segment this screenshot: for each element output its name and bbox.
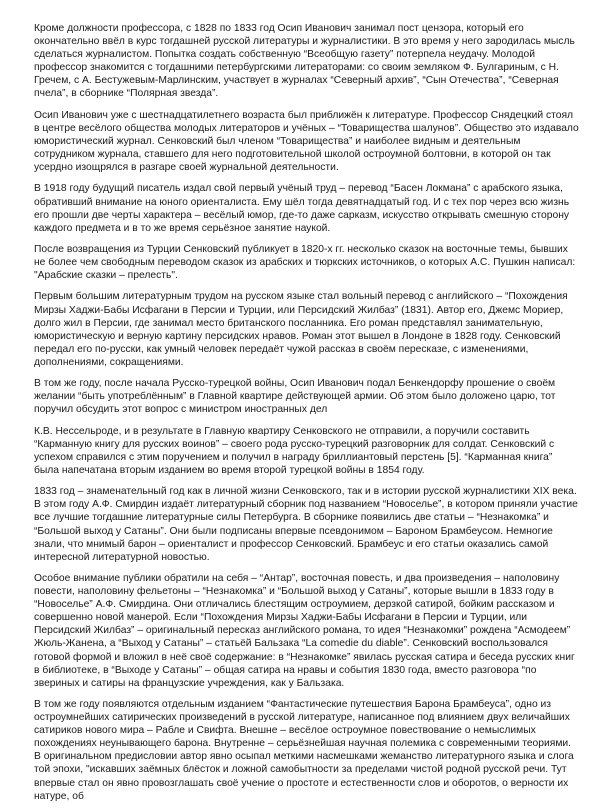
document-page (34, 22, 580, 811)
paragraph-8: 1833 год – знаменательный год как в личной жизни Сенковского, так и в истории русской журналистики XIX века. В этом году А.Ф. Смирдин издаёт литературный сборник под названием “Новоселье”, в котором приняли участие все лучшие тогдашние литературные силы Петербурга. В сборнике появились две статьи – “Незнакомка” и “Большой выход у Сатаны”. Они были подписаны впервые псевдонимом – Бароном Брамбеусом. Немногие знали, что мнимый барон – ориенталист и профессор Сенковский. Брамбеус и его статьи оказались самой интересной литературной новостью. (34, 486, 578, 563)
paragraph-4: После возвращения из Турции Сенковский публикует в 1820-х гг. несколько сказок на восточные темы, бывших не более чем свободным переводом сказок из арабских и тюркских источников, о которых А.С. Пушкин написал: "Арабские сказки – прелесть". (34, 243, 576, 282)
paragraph-9: Особое внимание публики обратили на себя – “Антар”, восточная повесть, и два произведения – наполовину повести, наполовину фельетоны – “Незнакомка” и “Большой выход у Сатаны”, которые вышли в 1833 году в “Новоселье” А.Ф. Смирдина. Они отличались блестящим остроумием, дерзкой сатирой, бойким рассказом и совершенно новой манерой. Если “Похождения Мирзы Хаджи-Бабы Исфагани в Персии и Турции, или Персидский Жилбаз” – оригинальный пересказ английского романа, то идея “Незнакомки” рождена “Асмодеем” Жюль-Жанена, а “Выход у Сатаны” – статьёй Бальзака “La comedie du diable”. Сенковский воспользовался готовой формой и вложил в неё своё содержание: в “Незнакомке” явилась русская сатира и беседа русских книг в библиотеке, в “Выходе у Сатаны” – общая сатира на нравы и события 1830 года, вместо разговора “по звериных и сатиры на французские учреждения, как у Бальзака. (34, 572, 575, 689)
paragraph-6: В том же году, после начала Русско-турецкой войны, Осип Иванович подал Бенкендорфу прошение о своём желании “быть употреблённым” в Главной квартире действующей армии. Об этом было доложено царю, тот поручил обсудить этот вопрос с министром иностранных дел (34, 378, 556, 416)
paragraph-10: В том же году появляются отдельным изданием “Фантастические путешествия Барона Брамбеуса”, одно из остроумнейших сатирических произведений в русской литературе, написанное под влиянием двух величайших сатириков нового мира – Рабле и Свифта. Внешне – весёлое остроумное повествование о немыслимых похождениях неунывающего барона. Внутренне – серьёзнейшая научная полемика с современными теориями. В оригинальном предисловии автор явно осыпал меткими насмешками жеманство литературного языка и слога той эпохи, "искавших заёмных блёсток и ложной самобытности за пределами чистой родной русской речи. Тут впервые стал он явно провозглашать своё учение о простоте и естественности слов и оборотов, о верности их натуре, об (34, 699, 574, 802)
paragraph-2: Осип Иванович уже с шестнадцатилетнего возраста был приближён к литературе. Профессор Снядецкий стоял в центре весёлого общества молодых литераторов и учёных – “Товарищества шалунов”. Общество это издавало юмористический журнал. Сенковский был членом “Товарищества” и наиболее видным и деятельным сотрудником журнала, ставшего для него подготовительной школой остроумной болтовни, в которой он так усердно изощрялся в разгаре своей журнальной деятельности. (34, 109, 579, 174)
paragraph-1: Кроме должности профессора, с 1828 по 1833 год Осип Иванович занимал пост цензора, который его окончательно ввёл в курс тогдашней русской литературы и журналистики. В это время у него зародилась мысль сделаться журналистом. Попытка создать собственную “Всеобщую газету” потерпела неудачу. Молодой профессор знакомится с тогдашними петербургскими литераторами: со своим земляком Ф. Булгариным, с Н. Гречем, с А. Бестужевым-Марлинским, участвует в журналах “Северный архив”, “Сын Отечества”, “Северная пчела”, в сборнике “Полярная звезда”. (34, 23, 575, 100)
paragraph-7: К.В. Нессельроде, и в результате в Главную квартиру Сенковского не отправили, а поручили составить “Карманную книгу для русских воинов” – своего рода русско-турецкий разговорник для солдат. Сенковский с успехом справился с этим поручением и получил в награду бриллиантовый перстень [5]. “Карманная книга” была напечатана вторым изданием во время второй турецкой войны в 1854 году. (34, 425, 555, 476)
paragraph-5: Первым большим литературным трудом на русском языке стал вольный перевод с английского – “Похождения Мирзы Хаджи-Бабы Исфагани в Персии и Турции, или Персидский Жилбаз” (1831). Автор его, Джемс Мориер, долго жил в Персии, где занимал место британского посланника. Его роман представлял занимательную, юмористическую и верную картину персидских нравов. Роман этот вышел в Лондоне в 1828 году. Сенковский передал его по-русски, как умный человек передаёт чужой рассказ в своём пересказе, с изменениями, дополнениями, сокращениями. (34, 291, 568, 368)
paragraph-3: В 1918 году будущий писатель издал свой первый учёный труд – перевод “Басен Локмана” с арабского языка, обративший внимание на юного ориенталиста. Ему шёл тогда девятнадцатый год. И с тех пор через всю жизнь его прошли две черты характера – весёлый юмор, где-то даже сарказм, искусство открывать смешную сторону каждого предмета и в то же время серьёзное занятие наукой. (34, 183, 570, 234)
